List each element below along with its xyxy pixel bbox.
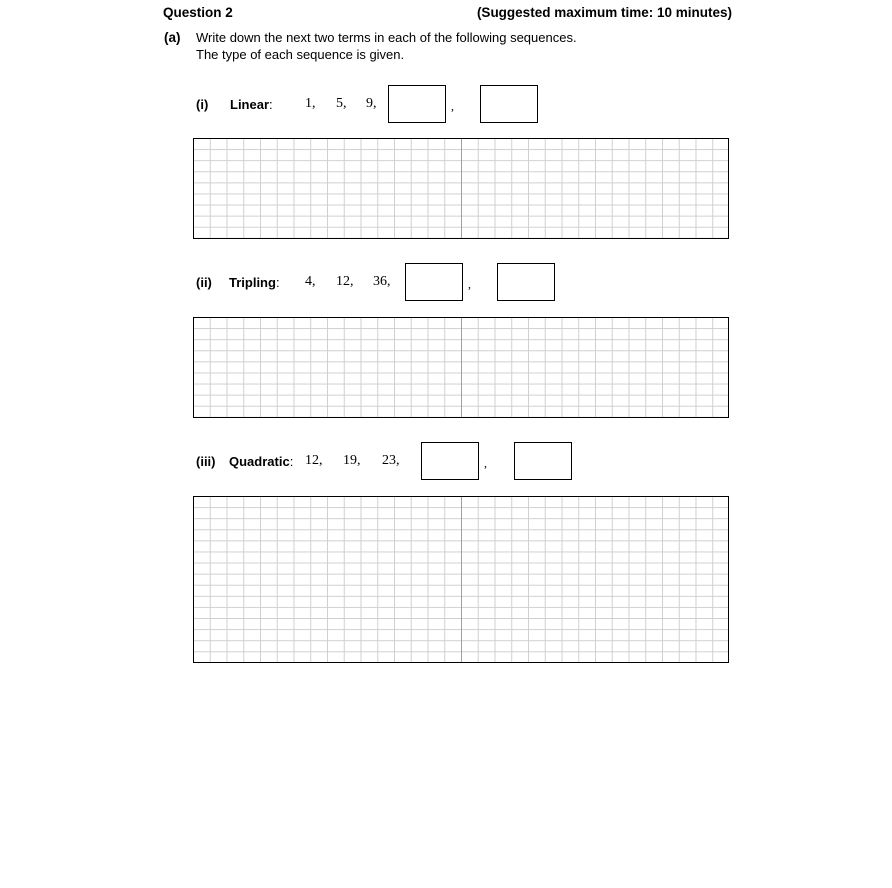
comma-separator: , bbox=[484, 456, 487, 470]
part-a-label: (a) bbox=[164, 30, 181, 45]
sequence-type bbox=[229, 454, 293, 469]
working-grid-i[interactable] bbox=[193, 138, 729, 239]
term-2: 12, bbox=[336, 274, 354, 289]
time-hint: (Suggested maximum time: 10 minutes) bbox=[476, 5, 732, 20]
term-1: 4, bbox=[305, 274, 316, 289]
sequence-type-text: Linear bbox=[230, 97, 270, 112]
item-label: (iii) bbox=[196, 454, 216, 469]
term-1: 12, bbox=[305, 453, 323, 468]
answer-box-2[interactable] bbox=[480, 85, 538, 123]
working-grid-iii[interactable] bbox=[193, 496, 729, 663]
comma-separator: , bbox=[468, 277, 471, 291]
answer-box-1[interactable] bbox=[405, 263, 463, 301]
item-label: (i) bbox=[196, 97, 209, 112]
colon: : bbox=[275, 275, 280, 290]
instruction-line-2: The type of each sequence is given. bbox=[196, 47, 405, 62]
instruction-line-1: Write down the next two terms in each of the following sequences. bbox=[196, 30, 577, 45]
comma-separator: , bbox=[451, 99, 454, 113]
term-2: 5, bbox=[336, 96, 347, 111]
grid-midline bbox=[461, 139, 462, 238]
grid-midline bbox=[461, 497, 462, 662]
sequence-type-text: Tripling bbox=[229, 275, 276, 290]
answer-box-1[interactable] bbox=[421, 442, 479, 480]
grid-midline bbox=[461, 318, 462, 417]
sequence-row-iii bbox=[196, 442, 576, 482]
sequence-type bbox=[229, 275, 280, 290]
answer-box-1[interactable] bbox=[388, 85, 446, 123]
sequence-type bbox=[230, 97, 273, 112]
sequence-type-text: Quadratic bbox=[229, 454, 290, 469]
colon: : bbox=[269, 97, 273, 112]
term-3: 9, bbox=[366, 96, 377, 111]
sequence-row-ii bbox=[196, 263, 566, 303]
colon: : bbox=[289, 454, 294, 469]
working-grid-ii[interactable] bbox=[193, 317, 729, 418]
answer-box-2[interactable] bbox=[497, 263, 555, 301]
question-title: Question 2 bbox=[163, 5, 233, 20]
term-3: 23, bbox=[382, 453, 400, 468]
sequence-row-i bbox=[196, 85, 556, 125]
term-2: 19, bbox=[343, 453, 361, 468]
term-1: 1, bbox=[305, 96, 316, 111]
answer-box-2[interactable] bbox=[514, 442, 572, 480]
term-3: 36, bbox=[373, 274, 391, 289]
item-label: (ii) bbox=[196, 275, 212, 290]
